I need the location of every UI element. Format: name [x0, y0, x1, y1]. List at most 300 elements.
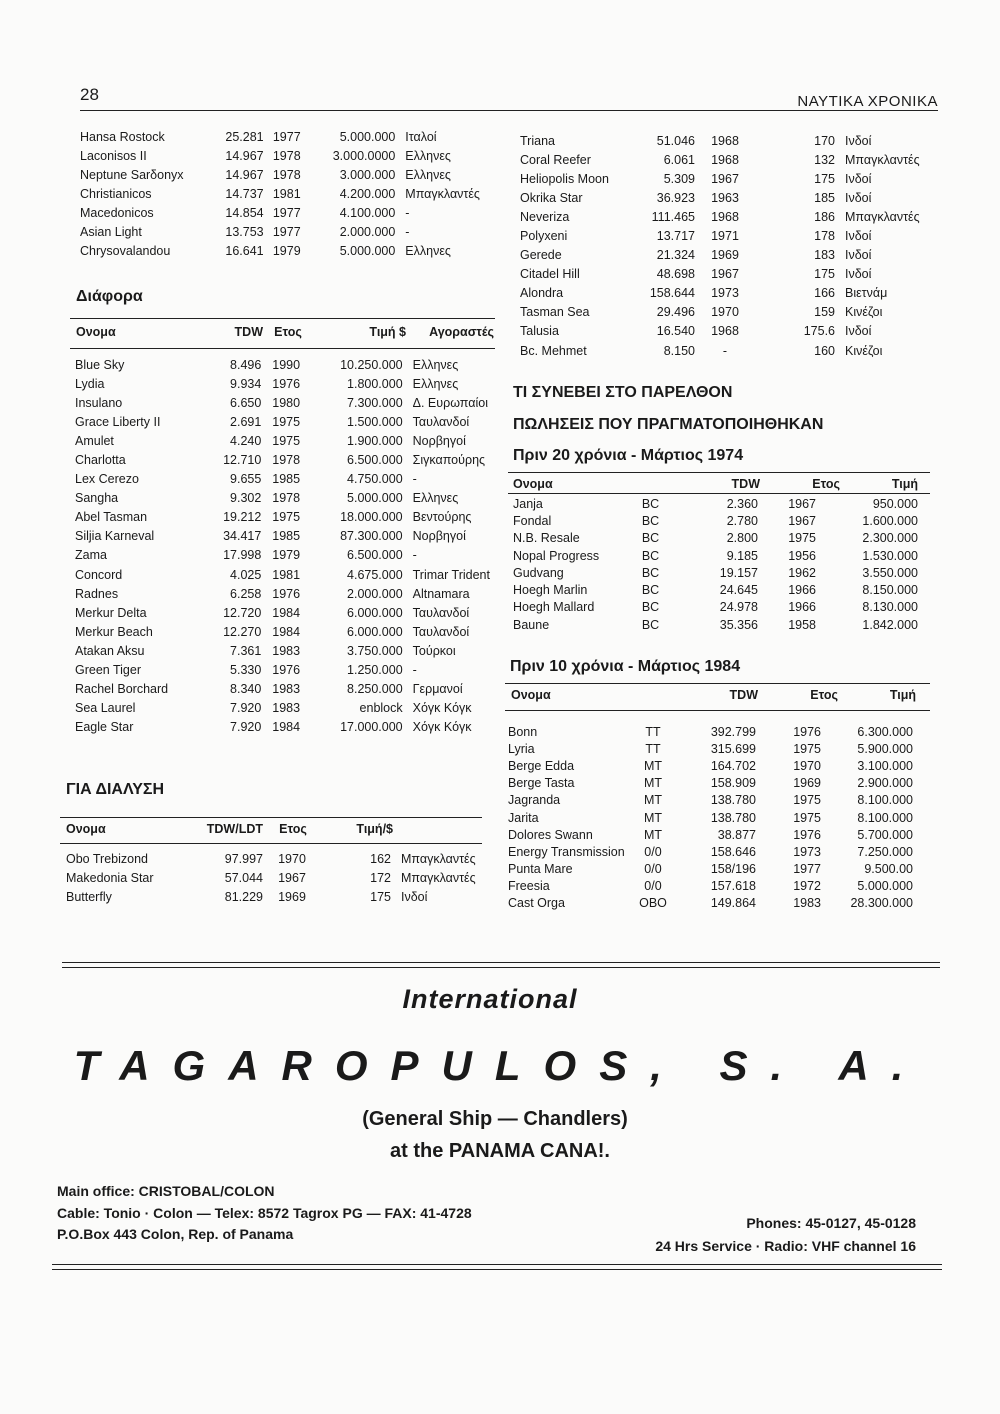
- table-cell: 1966: [788, 583, 816, 598]
- table-cell: 1973: [793, 844, 821, 859]
- table-cell: 159: [814, 305, 835, 320]
- table-cell: 1977: [272, 225, 301, 240]
- table-cell: 1976: [793, 827, 821, 842]
- table-cell: BC: [641, 583, 660, 598]
- table-cell: Ιταλοί: [405, 129, 437, 144]
- table-cell: 9.185: [726, 548, 758, 563]
- table-cell: Grace Liberty II: [75, 414, 161, 429]
- table-row: [75, 450, 490, 469]
- table-cell: 160: [814, 343, 835, 358]
- table-cell: 185: [814, 190, 835, 205]
- table-cell: 1968: [711, 324, 739, 339]
- table-cell: 2.691: [230, 414, 262, 429]
- table-cell: 1984: [272, 605, 301, 620]
- table-cell: 1976: [272, 376, 301, 391]
- table-row: [75, 374, 490, 393]
- table-1974: [513, 495, 918, 633]
- col-header-tdw: TDW: [729, 687, 758, 702]
- section-title-1974: Πριν 20 χρόνια - Μάρτιος 1974: [513, 447, 744, 464]
- table-row: [75, 412, 490, 431]
- table-cell: 183: [814, 248, 835, 263]
- ad-pobox: P.O.Box 443 Colon, Rep. of Panama: [57, 1226, 294, 1242]
- table-cell: 1983: [272, 682, 301, 697]
- col-header-year: Ετος: [279, 821, 307, 836]
- section-title-diafora: Διάφορα: [76, 288, 143, 305]
- table-cell: 48.698: [656, 267, 695, 282]
- table-cell: 162: [370, 851, 391, 866]
- table-cell: 158.644: [649, 286, 695, 301]
- table-row: [508, 861, 913, 878]
- diafora-header: [76, 322, 494, 341]
- table-row: [508, 843, 913, 860]
- table-row: [508, 809, 913, 826]
- table-row: [75, 680, 490, 699]
- table-cell: 4.100.000: [339, 205, 396, 220]
- table-row: [75, 489, 490, 508]
- table-cell: 1958: [788, 617, 816, 632]
- table-cell: Charlotta: [75, 453, 126, 468]
- table-cell: Sangha: [75, 491, 119, 506]
- table-cell: 87.300.000: [340, 529, 403, 544]
- col-header-year: Ετος: [274, 324, 302, 339]
- table-cell: 6.061: [663, 152, 695, 167]
- col-header-buyers: Αγοραστές: [429, 324, 494, 339]
- table-cell: Punta Mare: [508, 862, 573, 877]
- table-cell: 19.157: [719, 565, 758, 580]
- table-cell: Triana: [520, 133, 555, 148]
- table-cell: 1985: [272, 529, 301, 544]
- table-row: [520, 150, 935, 169]
- table-cell: Obo Trebizond: [66, 851, 148, 866]
- table-cell: Concord: [75, 567, 123, 582]
- table-cell: Ελληνες: [412, 376, 459, 391]
- table-cell: 1975: [272, 414, 301, 429]
- table-cell: Βιετνάμ: [845, 286, 888, 301]
- table-cell: 175: [814, 171, 835, 186]
- table-row: [520, 303, 935, 322]
- table-cell: Blue Sky: [75, 357, 125, 372]
- table-cell: Atakan Aksu: [75, 643, 145, 658]
- table-row: [508, 723, 913, 740]
- table-cell: Janja: [513, 496, 543, 511]
- table-cell: Ινδοί: [845, 324, 872, 339]
- table-cell: Nopal Progress: [513, 548, 600, 563]
- top-left-table: [80, 127, 480, 261]
- table-cell: Μπαγκλαντές: [845, 152, 920, 167]
- table-cell: Μπαγκλαντές: [401, 851, 476, 866]
- table-cell: 166: [814, 286, 835, 301]
- table-row: [75, 661, 490, 680]
- table-cell: 28.300.000: [850, 896, 913, 911]
- table-cell: 3.550.000: [862, 565, 918, 580]
- table-cell: 0/0: [644, 862, 662, 877]
- table-cell: 4.240: [230, 433, 262, 448]
- table-cell: 38.877: [717, 827, 756, 842]
- table-cell: 2.300.000: [862, 531, 918, 546]
- ad-main-office: Main office: CRISTOBAL/COLON: [57, 1183, 275, 1199]
- table-cell: BC: [641, 496, 660, 511]
- table-cell: 1980: [272, 395, 301, 410]
- table-cell: 8.340: [230, 682, 262, 697]
- table-cell: 1968: [711, 209, 739, 224]
- table-cell: enblock: [359, 701, 403, 716]
- dialysi-header: [66, 819, 466, 838]
- table-cell: 1.530.000: [862, 548, 918, 563]
- section-title-1984: Πριν 10 χρόνια - Μάρτιος 1984: [510, 658, 741, 675]
- table-row: [513, 616, 918, 633]
- table-cell: -: [412, 663, 417, 678]
- table-cell: 1.800.000: [347, 376, 403, 391]
- table-cell: 36.923: [656, 190, 695, 205]
- table-cell: 950.000: [872, 496, 918, 511]
- table-cell: 3.000.0000: [332, 148, 396, 163]
- table-cell: 1977: [793, 862, 821, 877]
- table-cell: Christianicos: [80, 186, 152, 201]
- table-cell: Freesia: [508, 879, 550, 894]
- table-cell: 4.675.000: [347, 567, 403, 582]
- table-cell: -: [412, 472, 417, 487]
- table-cell: 1972: [793, 879, 821, 894]
- table-cell: 1970: [793, 758, 821, 773]
- table-cell: 35.356: [719, 617, 758, 632]
- table-row: [508, 826, 913, 843]
- col-header-tdw: TDW: [234, 324, 263, 339]
- table-cell: Siljia Karneval: [75, 529, 155, 544]
- table-cell: 2.780: [726, 513, 758, 528]
- table-row: [75, 718, 490, 737]
- table-cell: Jagranda: [508, 793, 561, 808]
- table-cell: 6.500.000: [347, 453, 403, 468]
- table-cell: 172: [370, 870, 391, 885]
- table-cell: 1985: [272, 472, 301, 487]
- table-cell: 29.496: [656, 305, 695, 320]
- table-cell: MT: [643, 793, 663, 808]
- table-cell: 6.300.000: [857, 724, 913, 739]
- rule: [505, 710, 930, 711]
- table-cell: 1976: [793, 724, 821, 739]
- table-cell: Eagle Star: [75, 720, 134, 735]
- table-cell: 1962: [788, 565, 816, 580]
- rule: [70, 318, 495, 319]
- table-row: [80, 203, 480, 222]
- table-cell: Ινδοί: [845, 267, 872, 282]
- table-cell: 1967: [711, 267, 739, 282]
- table-cell: Σιγκαπούρης: [412, 453, 486, 468]
- table-cell: 7.300.000: [347, 395, 403, 410]
- table-row: [520, 169, 935, 188]
- table-cell: MT: [643, 758, 663, 773]
- table-cell: Macedonicos: [80, 205, 154, 220]
- table-cell: 315.699: [710, 741, 756, 756]
- table-cell: Trimar Trident: [412, 567, 490, 582]
- table-cell: 1975: [272, 433, 301, 448]
- table-cell: 1983: [793, 896, 821, 911]
- col-header-price: Τιμή $: [369, 324, 406, 339]
- col-header-tdw: TDW: [731, 476, 760, 491]
- table-cell: 12.720: [223, 605, 262, 620]
- table-cell: 164.702: [710, 758, 756, 773]
- table-cell: Ινδοί: [845, 190, 872, 205]
- top-right-table: [520, 131, 935, 360]
- table-row: [80, 127, 480, 146]
- table-cell: 1978: [272, 148, 301, 163]
- table-cell: Δ. Ευρωπαίοι: [412, 395, 488, 410]
- table-row: [513, 599, 918, 616]
- ad-tagline: (General Ship — Chandlers): [362, 1108, 628, 1130]
- table-cell: 6.258: [230, 586, 262, 601]
- table-cell: 1.600.000: [862, 513, 918, 528]
- table-cell: 3.000.000: [339, 167, 396, 182]
- table-cell: Rachel Borchard: [75, 682, 169, 697]
- table-row: [520, 188, 935, 207]
- table-cell: 24.978: [719, 600, 758, 615]
- table-cell: Butterfly: [66, 889, 112, 904]
- table-cell: 1967: [711, 171, 739, 186]
- table-cell: 21.324: [656, 248, 695, 263]
- table-cell: 157.618: [710, 879, 756, 894]
- table-cell: 7.920: [230, 701, 262, 716]
- table-cell: Gudvang: [513, 565, 564, 580]
- table-cell: 2.360: [726, 496, 758, 511]
- table-cell: Ινδοί: [845, 133, 872, 148]
- table-cell: Altnamara: [412, 586, 470, 601]
- table-row: [513, 581, 918, 598]
- table-cell: Jarita: [508, 810, 539, 825]
- table-cell: Energy Transmission: [508, 844, 625, 859]
- table-cell: Radnes: [75, 586, 119, 601]
- ad-bottom-rule: [52, 1264, 942, 1270]
- table-cell: Citadel Hill: [520, 267, 580, 282]
- table-cell: Berge Edda: [508, 758, 575, 773]
- table-cell: Tasman Sea: [520, 305, 590, 320]
- table-cell: 5.000.000: [857, 879, 913, 894]
- table-row: [75, 393, 490, 412]
- table-cell: 17.000.000: [340, 720, 403, 735]
- table-row: [75, 622, 490, 641]
- table-1984-header: [511, 685, 916, 704]
- table-cell: 1976: [272, 663, 301, 678]
- table-cell: 8.150.000: [862, 583, 918, 598]
- table-cell: 1968: [711, 133, 739, 148]
- table-cell: 5.000.000: [339, 129, 396, 144]
- table-cell: 1969: [793, 776, 821, 791]
- table-cell: 132: [814, 152, 835, 167]
- table-row: [513, 512, 918, 529]
- table-cell: 17.998: [223, 548, 262, 563]
- table-cell: 1956: [788, 548, 816, 563]
- table-row: [80, 242, 480, 261]
- table-cell: Κινέζοι: [845, 343, 883, 358]
- table-row: [508, 757, 913, 774]
- table-cell: 158.909: [710, 776, 756, 791]
- table-row: [513, 547, 918, 564]
- table-cell: Ινδοί: [845, 229, 872, 244]
- table-cell: 18.000.000: [340, 510, 403, 525]
- running-title: ΝΑΥΤΙΚΑ ΧΡΟΝΙΚΑ: [797, 93, 938, 110]
- table-cell: 4.750.000: [347, 472, 403, 487]
- table-cell: 1970: [711, 305, 739, 320]
- table-cell: Ταυλανδοί: [412, 414, 470, 429]
- table-row: [508, 878, 913, 895]
- table-cell: 1978: [272, 491, 301, 506]
- table-cell: Ελληνες: [405, 244, 451, 259]
- table-cell: BC: [641, 617, 660, 632]
- table-cell: Bonn: [508, 724, 538, 739]
- table-cell: 1984: [272, 624, 301, 639]
- table-cell: MT: [643, 810, 663, 825]
- table-row: [520, 226, 935, 245]
- table-cell: 5.330: [230, 663, 262, 678]
- table-cell: 34.417: [223, 529, 262, 544]
- table-cell: 1971: [711, 229, 739, 244]
- table-row: [75, 527, 490, 546]
- table-cell: 81.229: [224, 889, 263, 904]
- table-cell: 138.780: [710, 793, 756, 808]
- table-row: [513, 495, 918, 512]
- table-cell: 19.212: [223, 510, 262, 525]
- table-row: [80, 184, 480, 203]
- table-cell: Ταυλανδοί: [412, 624, 470, 639]
- col-header-price: Τιμή: [889, 687, 916, 702]
- table-row: [66, 849, 486, 868]
- table-row: [75, 546, 490, 565]
- table-cell: 170: [814, 133, 835, 148]
- table-cell: 3.750.000: [347, 643, 403, 658]
- table-cell: 5.700.000: [857, 827, 913, 842]
- table-cell: MT: [643, 776, 663, 791]
- table-row: [75, 699, 490, 718]
- table-cell: 6.000.000: [347, 605, 403, 620]
- table-cell: 57.044: [224, 870, 263, 885]
- table-cell: Ταυλανδοί: [412, 605, 470, 620]
- table-cell: 2.900.000: [857, 776, 913, 791]
- table-cell: Neveriza: [520, 209, 570, 224]
- table-cell: 158/196: [710, 862, 756, 877]
- table-cell: Γερμανοί: [412, 682, 463, 697]
- table-cell: 1973: [711, 286, 739, 301]
- table-cell: 2.000.000: [339, 225, 396, 240]
- table-cell: 1.250.000: [347, 663, 403, 678]
- table-cell: 175: [814, 267, 835, 282]
- table-row: [75, 355, 490, 374]
- table-cell: Sea Laurel: [75, 701, 136, 716]
- table-cell: 14.967: [225, 167, 264, 182]
- table-cell: OBO: [639, 896, 667, 911]
- table-row: [66, 887, 486, 906]
- table-cell: -: [722, 343, 728, 358]
- table-cell: BC: [641, 600, 660, 615]
- table-cell: TT: [645, 724, 661, 739]
- table-cell: 1967: [788, 513, 816, 528]
- table-row: [66, 868, 486, 887]
- table-cell: 13.717: [656, 229, 695, 244]
- table-row: [520, 265, 935, 284]
- table-cell: 7.361: [230, 643, 262, 658]
- table-cell: 6.650: [230, 395, 262, 410]
- table-cell: 1975: [272, 510, 301, 525]
- table-cell: Hoegh Mallard: [513, 600, 595, 615]
- table-cell: 1.900.000: [347, 433, 403, 448]
- table-cell: 1967: [278, 870, 306, 885]
- table-cell: 1975: [793, 741, 821, 756]
- table-row: [80, 222, 480, 241]
- table-cell: 12.710: [223, 453, 262, 468]
- table-cell: 1970: [278, 851, 306, 866]
- table-row: [75, 565, 490, 584]
- ad-service: 24 Hrs Service · Radio: VHF channel 16: [655, 1238, 916, 1254]
- table-row: [520, 207, 935, 226]
- table-cell: 1978: [272, 167, 301, 182]
- table-cell: Μπαγκλαντές: [401, 870, 476, 885]
- table-cell: 9.302: [230, 491, 262, 506]
- table-cell: 8.250.000: [347, 682, 403, 697]
- rule: [70, 348, 495, 349]
- table-row: [513, 564, 918, 581]
- table-cell: -: [405, 225, 410, 240]
- table-cell: Lyria: [508, 741, 535, 756]
- rule: [505, 683, 930, 684]
- table-row: [520, 131, 935, 150]
- table-row: [75, 603, 490, 622]
- table-cell: TT: [645, 741, 661, 756]
- table-cell: -: [412, 548, 417, 563]
- table-cell: 1990: [272, 357, 301, 372]
- col-header-year: Ετος: [810, 687, 838, 702]
- table-cell: Lex Cerezo: [75, 472, 139, 487]
- table-cell: Ελληνες: [412, 357, 459, 372]
- table-cell: Asian Light: [80, 225, 142, 240]
- table-cell: 9.655: [230, 472, 262, 487]
- table-cell: Talusia: [520, 324, 559, 339]
- table-cell: 2.800: [726, 531, 758, 546]
- table-cell: Ελληνες: [405, 167, 451, 182]
- table-cell: 5.000.000: [347, 491, 403, 506]
- table-cell: Τούρκοι: [412, 643, 456, 658]
- col-header-name: Ονομα: [513, 476, 553, 491]
- table-cell: Ινδοί: [401, 889, 428, 904]
- table-row: [75, 584, 490, 603]
- ad-phones: Phones: 45-0127, 45-0128: [746, 1215, 916, 1231]
- table-cell: 9.500.00: [864, 862, 913, 877]
- table-cell: Zama: [75, 548, 107, 563]
- table-cell: 4.025: [230, 567, 262, 582]
- table-cell: 1981: [272, 567, 301, 582]
- table-row: [75, 470, 490, 489]
- table-cell: 8.130.000: [862, 600, 918, 615]
- table-cell: 1977: [272, 129, 301, 144]
- table-cell: Μπαγκλαντές: [405, 186, 480, 201]
- table-row: [508, 792, 913, 809]
- table-row: [75, 508, 490, 527]
- table-cell: 1978: [272, 453, 301, 468]
- table-cell: 16.540: [656, 324, 695, 339]
- diafora-table: [75, 355, 490, 737]
- table-cell: Bc. Mehmet: [520, 343, 587, 358]
- table-cell: 5.309: [663, 171, 695, 186]
- table-cell: 14.967: [225, 148, 264, 163]
- table-cell: BC: [641, 531, 660, 546]
- table-cell: 149.864: [710, 896, 756, 911]
- table-cell: 1963: [711, 190, 739, 205]
- table-cell: 7.250.000: [857, 844, 913, 859]
- col-header-tdw-ldt: TDW/LDT: [206, 821, 263, 836]
- table-cell: 1.500.000: [347, 414, 403, 429]
- table-cell: Berge Tasta: [508, 776, 575, 791]
- table-cell: 1976: [272, 586, 301, 601]
- table-cell: 51.046: [656, 133, 695, 148]
- page-number: 28: [80, 85, 99, 104]
- table-cell: Merkur Delta: [75, 605, 147, 620]
